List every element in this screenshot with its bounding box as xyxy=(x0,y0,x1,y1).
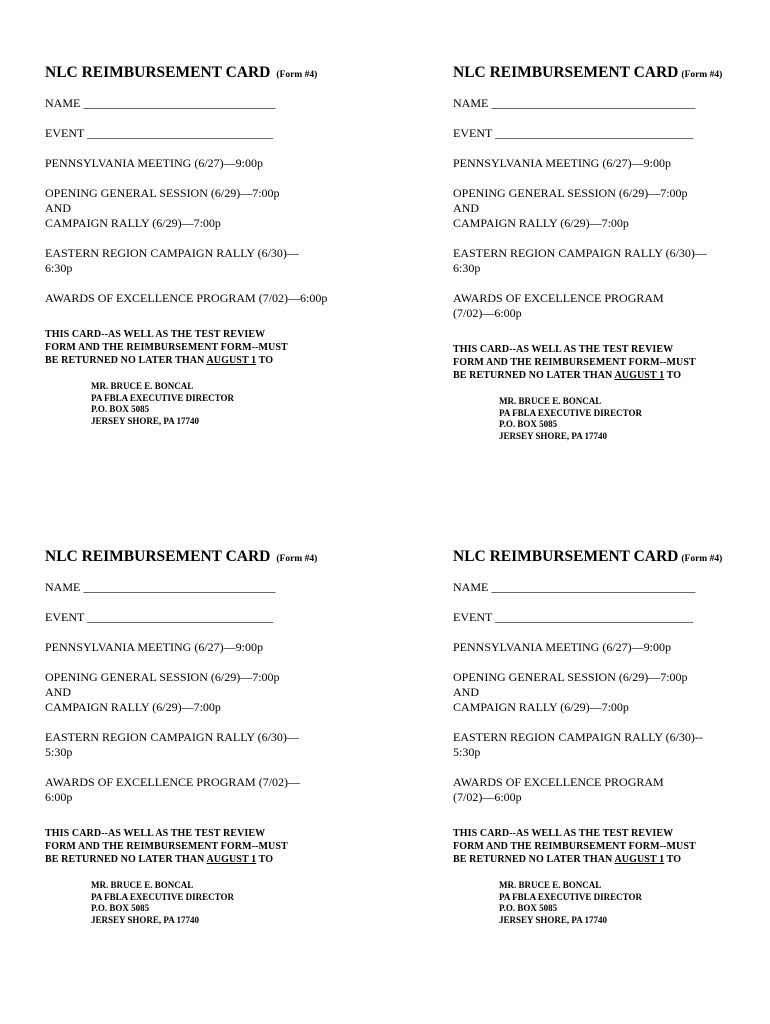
name-field[interactable]: NAME __________________________________ xyxy=(453,580,696,594)
item-line: AWARDS OF EXCELLENCE PROGRAM xyxy=(453,775,664,789)
notice-line: FORM AND THE REIMBURSEMENT FORM--MUST xyxy=(45,342,288,353)
item-line: AND xyxy=(45,201,71,215)
opening-session-item xyxy=(453,670,753,715)
reimbursement-card-top-left xyxy=(45,64,345,427)
pennsylvania-meeting-item xyxy=(453,156,753,171)
eastern-region-item xyxy=(453,730,753,760)
address-line: JERSEY SHORE, PA 17740 xyxy=(499,430,608,441)
notice-line: THIS CARD--AS WELL AS THE TEST REVIEW xyxy=(453,828,674,839)
notice-line: FORM AND THE REIMBURSEMENT FORM--MUST xyxy=(453,357,696,368)
address-line: JERSEY SHORE, PA 17740 xyxy=(91,415,200,426)
item-line: CAMPAIGN RALLY (6/29)—7:00p xyxy=(453,700,629,714)
pennsylvania-meeting-item xyxy=(45,640,345,655)
address-line: MR. BRUCE E. BONCAL xyxy=(91,381,194,391)
item-line: EASTERN REGION CAMPAIGN RALLY (6/30)-- xyxy=(453,730,703,744)
event-field[interactable]: EVENT _________________________________ xyxy=(453,126,694,140)
return-notice xyxy=(453,343,753,382)
card-title-text: NLC REIMBURSEMENT CARD xyxy=(45,64,271,81)
card-title xyxy=(45,64,345,84)
item-line: CAMPAIGN RALLY (6/29)—7:00p xyxy=(45,216,221,230)
item-line: OPENING GENERAL SESSION (6/29)—7:00p xyxy=(453,186,688,200)
address-line: P.O. BOX 5085 xyxy=(499,419,558,429)
card-title-text: NLC REIMBURSEMENT CARD xyxy=(453,548,679,565)
item-line: OPENING GENERAL SESSION (6/29)—7:00p xyxy=(45,670,280,684)
reimbursement-card-bottom-left xyxy=(45,548,345,926)
deadline-date: AUGUST 1 xyxy=(206,355,257,366)
item-line: CAMPAIGN RALLY (6/29)—7:00p xyxy=(453,216,629,230)
return-notice xyxy=(453,827,753,866)
notice-line: THIS CARD--AS WELL AS THE TEST REVIEW xyxy=(45,828,266,839)
name-field[interactable]: NAME ________________________________ xyxy=(45,580,276,594)
item-line: 5:30p xyxy=(45,745,73,759)
form-tag: (Form #4) xyxy=(276,554,318,564)
item-line: PENNSYLVANIA MEETING (6/27)—9:00p xyxy=(45,640,264,654)
card-title-text: NLC REIMBURSEMENT CARD xyxy=(45,548,271,565)
item-line: OPENING GENERAL SESSION (6/29)—7:00p xyxy=(45,186,280,200)
event-field[interactable]: EVENT _______________________________ xyxy=(45,610,274,624)
address-line: PA FBLA EXECUTIVE DIRECTOR xyxy=(499,891,642,902)
item-line: (7/02)—6:00p xyxy=(453,306,522,320)
name-field[interactable]: NAME __________________________________ xyxy=(453,96,696,110)
notice-text: BE RETURNED NO LATER THAN xyxy=(453,370,615,381)
form-tag: (Form #4) xyxy=(276,70,318,80)
event-field[interactable]: EVENT _________________________________ xyxy=(453,610,694,624)
address-line: P.O. BOX 5085 xyxy=(91,903,150,913)
mailing-address xyxy=(91,880,345,926)
item-line: AND xyxy=(453,685,479,699)
notice-line xyxy=(45,853,345,866)
notice-line: THIS CARD--AS WELL AS THE TEST REVIEW xyxy=(45,329,266,340)
item-line: PENNSYLVANIA MEETING (6/27)—9:00p xyxy=(453,156,672,170)
address-line: PA FBLA EXECUTIVE DIRECTOR xyxy=(91,891,234,902)
mailing-address xyxy=(499,396,753,442)
deadline-date: AUGUST 1 xyxy=(614,854,665,865)
notice-line: FORM AND THE REIMBURSEMENT FORM--MUST xyxy=(45,841,288,852)
item-line: AND xyxy=(453,201,479,215)
form-tag: (Form #4) xyxy=(681,70,723,80)
item-line: EASTERN REGION CAMPAIGN RALLY (6/30)— xyxy=(45,246,299,260)
event-field[interactable]: EVENT _______________________________ xyxy=(45,126,274,140)
item-line: CAMPAIGN RALLY (6/29)—7:00p xyxy=(45,700,221,714)
reimbursement-card-bottom-right xyxy=(453,548,753,926)
item-line: 6:00p xyxy=(45,790,73,804)
item-line: AWARDS OF EXCELLENCE PROGRAM (7/02)— xyxy=(45,775,301,789)
notice-text: BE RETURNED NO LATER THAN xyxy=(45,854,207,865)
address-line: P.O. BOX 5085 xyxy=(91,404,150,414)
item-line: EASTERN REGION CAMPAIGN RALLY (6/30)— xyxy=(453,246,707,260)
card-title xyxy=(453,548,753,568)
pennsylvania-meeting-item xyxy=(45,156,345,171)
item-line: 6:30p xyxy=(453,261,481,275)
item-line: PENNSYLVANIA MEETING (6/27)—9:00p xyxy=(45,156,264,170)
item-line: EASTERN REGION CAMPAIGN RALLY (6/30)— xyxy=(45,730,299,744)
item-line: (7/02)—6:00p xyxy=(453,790,522,804)
notice-line xyxy=(45,354,345,367)
notice-text: BE RETURNED NO LATER THAN xyxy=(453,854,615,865)
notice-text: TO xyxy=(256,355,274,366)
awards-program-item xyxy=(45,775,345,805)
notice-line: FORM AND THE REIMBURSEMENT FORM--MUST xyxy=(453,841,696,852)
address-line: MR. BRUCE E. BONCAL xyxy=(499,396,602,406)
opening-session-item xyxy=(45,186,345,231)
address-line: MR. BRUCE E. BONCAL xyxy=(91,880,194,890)
item-line: 5:30p xyxy=(453,745,481,759)
eastern-region-item xyxy=(45,246,345,276)
name-field[interactable]: NAME ________________________________ xyxy=(45,96,276,110)
return-notice xyxy=(45,328,345,367)
card-title xyxy=(453,64,753,84)
eastern-region-item xyxy=(45,730,345,760)
deadline-date: AUGUST 1 xyxy=(614,370,665,381)
notice-text: BE RETURNED NO LATER THAN xyxy=(45,355,207,366)
eastern-region-item xyxy=(453,246,753,276)
notice-text: TO xyxy=(664,370,682,381)
notice-text: TO xyxy=(664,854,682,865)
notice-text: TO xyxy=(256,854,274,865)
card-title-text: NLC REIMBURSEMENT CARD xyxy=(453,64,679,81)
address-line: JERSEY SHORE, PA 17740 xyxy=(91,914,200,925)
mailing-address xyxy=(91,381,345,427)
awards-program-item xyxy=(453,775,753,805)
notice-line xyxy=(453,853,753,866)
address-line: P.O. BOX 5085 xyxy=(499,903,558,913)
opening-session-item xyxy=(453,186,753,231)
notice-line xyxy=(453,369,753,382)
item-line: AND xyxy=(45,685,71,699)
item-line: 6:30p xyxy=(45,261,73,275)
awards-program-item xyxy=(453,291,753,321)
address-line: MR. BRUCE E. BONCAL xyxy=(499,880,602,890)
address-line: PA FBLA EXECUTIVE DIRECTOR xyxy=(499,407,642,418)
item-line: AWARDS OF EXCELLENCE PROGRAM (7/02)—6:00p xyxy=(45,291,328,305)
item-line: OPENING GENERAL SESSION (6/29)—7:00p xyxy=(453,670,688,684)
card-title xyxy=(45,548,345,568)
mailing-address xyxy=(499,880,753,926)
notice-line: THIS CARD--AS WELL AS THE TEST REVIEW xyxy=(453,344,674,355)
awards-program-item xyxy=(45,291,345,306)
item-line: AWARDS OF EXCELLENCE PROGRAM xyxy=(453,291,664,305)
deadline-date: AUGUST 1 xyxy=(206,854,257,865)
address-line: JERSEY SHORE, PA 17740 xyxy=(499,914,608,925)
address-line: PA FBLA EXECUTIVE DIRECTOR xyxy=(91,392,234,403)
form-tag: (Form #4) xyxy=(681,554,723,564)
opening-session-item xyxy=(45,670,345,715)
reimbursement-card-top-right xyxy=(453,64,753,442)
item-line: PENNSYLVANIA MEETING (6/27)—9:00p xyxy=(453,640,672,654)
pennsylvania-meeting-item xyxy=(453,640,753,655)
return-notice xyxy=(45,827,345,866)
